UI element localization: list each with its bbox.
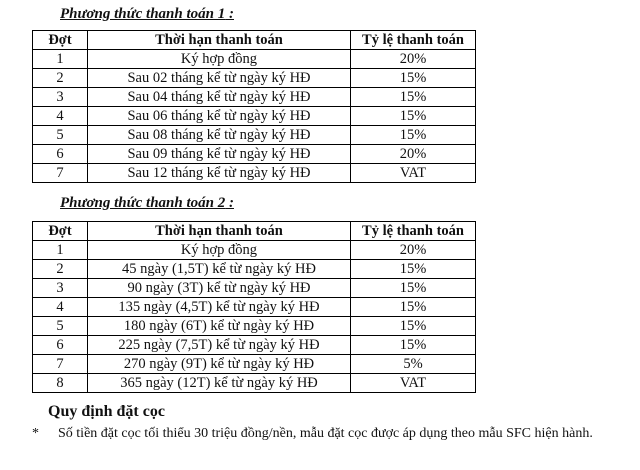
header-installment: Đợt (33, 31, 88, 50)
cell-installment: 4 (33, 107, 88, 126)
cell-term: 90 ngày (3T) kể từ ngày ký HĐ (88, 279, 351, 298)
cell-installment: 8 (33, 374, 88, 393)
table-header-row (33, 222, 476, 241)
cell-term: 135 ngày (4,5T) kể từ ngày ký HĐ (88, 298, 351, 317)
table-row (33, 260, 476, 279)
cell-rate: VAT (351, 374, 476, 393)
cell-installment: 2 (33, 260, 88, 279)
table-header-row (33, 31, 476, 50)
plan2-title: Phương thức thanh toán 2 : (60, 195, 234, 211)
table-row (33, 69, 476, 88)
cell-installment: 7 (33, 164, 88, 183)
table-row (33, 145, 476, 164)
cell-rate: 15% (351, 336, 476, 355)
cell-installment: 3 (33, 88, 88, 107)
cell-rate: VAT (351, 164, 476, 183)
cell-installment: 6 (33, 336, 88, 355)
plan2-table (32, 221, 476, 393)
table-row (33, 50, 476, 69)
header-payment-term: Thời hạn thanh toán (88, 31, 351, 50)
cell-term: 225 ngày (7,5T) kể từ ngày ký HĐ (88, 336, 351, 355)
cell-installment: 6 (33, 145, 88, 164)
cell-rate: 20% (351, 50, 476, 69)
cell-installment: 3 (33, 279, 88, 298)
table-row (33, 317, 476, 336)
cell-term: Sau 02 tháng kể từ ngày ký HĐ (88, 69, 351, 88)
cell-term: 270 ngày (9T) kể từ ngày ký HĐ (88, 355, 351, 374)
header-payment-rate: Tỷ lệ thanh toán (351, 222, 476, 241)
cell-term: Ký hợp đồng (88, 241, 351, 260)
table-row (33, 355, 476, 374)
header-payment-term: Thời hạn thanh toán (88, 222, 351, 241)
table-row (33, 336, 476, 355)
cell-rate: 15% (351, 317, 476, 336)
cell-installment: 7 (33, 355, 88, 374)
cell-term: Sau 08 tháng kể từ ngày ký HĐ (88, 126, 351, 145)
cell-term: 365 ngày (12T) kể từ ngày ký HĐ (88, 374, 351, 393)
table-row (33, 241, 476, 260)
table-row (33, 164, 476, 183)
cell-rate: 15% (351, 69, 476, 88)
plan1-title: Phương thức thanh toán 1 : (60, 6, 234, 22)
plan1-table (32, 30, 476, 183)
header-payment-rate: Tỷ lệ thanh toán (351, 31, 476, 50)
table-row (33, 298, 476, 317)
cell-term: Sau 04 tháng kể từ ngày ký HĐ (88, 88, 351, 107)
cell-installment: 1 (33, 50, 88, 69)
table-row (33, 107, 476, 126)
cell-term: 45 ngày (1,5T) kể từ ngày ký HĐ (88, 260, 351, 279)
cell-rate: 15% (351, 260, 476, 279)
cell-installment: 4 (33, 298, 88, 317)
cell-rate: 5% (351, 355, 476, 374)
cell-installment: 2 (33, 69, 88, 88)
header-installment: Đợt (33, 222, 88, 241)
deposit-note (32, 425, 593, 443)
cell-installment: 1 (33, 241, 88, 260)
cell-term: 180 ngày (6T) kể từ ngày ký HĐ (88, 317, 351, 336)
deposit-note-text: Số tiền đặt cọc tối thiểu 30 triệu đồng/nền, mẫu đặt cọc được áp dụng theo mẫu SFC hiện hành. (58, 426, 593, 441)
cell-term: Sau 09 tháng kể từ ngày ký HĐ (88, 145, 351, 164)
table-row (33, 374, 476, 393)
cell-rate: 15% (351, 279, 476, 298)
cell-term: Ký hợp đồng (88, 50, 351, 69)
cell-rate: 15% (351, 298, 476, 317)
cell-rate: 20% (351, 241, 476, 260)
deposit-title: Quy định đặt cọc (48, 403, 165, 420)
cell-installment: 5 (33, 317, 88, 336)
table-row (33, 126, 476, 145)
cell-rate: 15% (351, 88, 476, 107)
bullet-marker: * (32, 426, 39, 441)
cell-term: Sau 06 tháng kể từ ngày ký HĐ (88, 107, 351, 126)
cell-rate: 20% (351, 145, 476, 164)
cell-rate: 15% (351, 107, 476, 126)
table-row (33, 88, 476, 107)
cell-rate: 15% (351, 126, 476, 145)
cell-installment: 5 (33, 126, 88, 145)
cell-term: Sau 12 tháng kể từ ngày ký HĐ (88, 164, 351, 183)
table-row (33, 279, 476, 298)
